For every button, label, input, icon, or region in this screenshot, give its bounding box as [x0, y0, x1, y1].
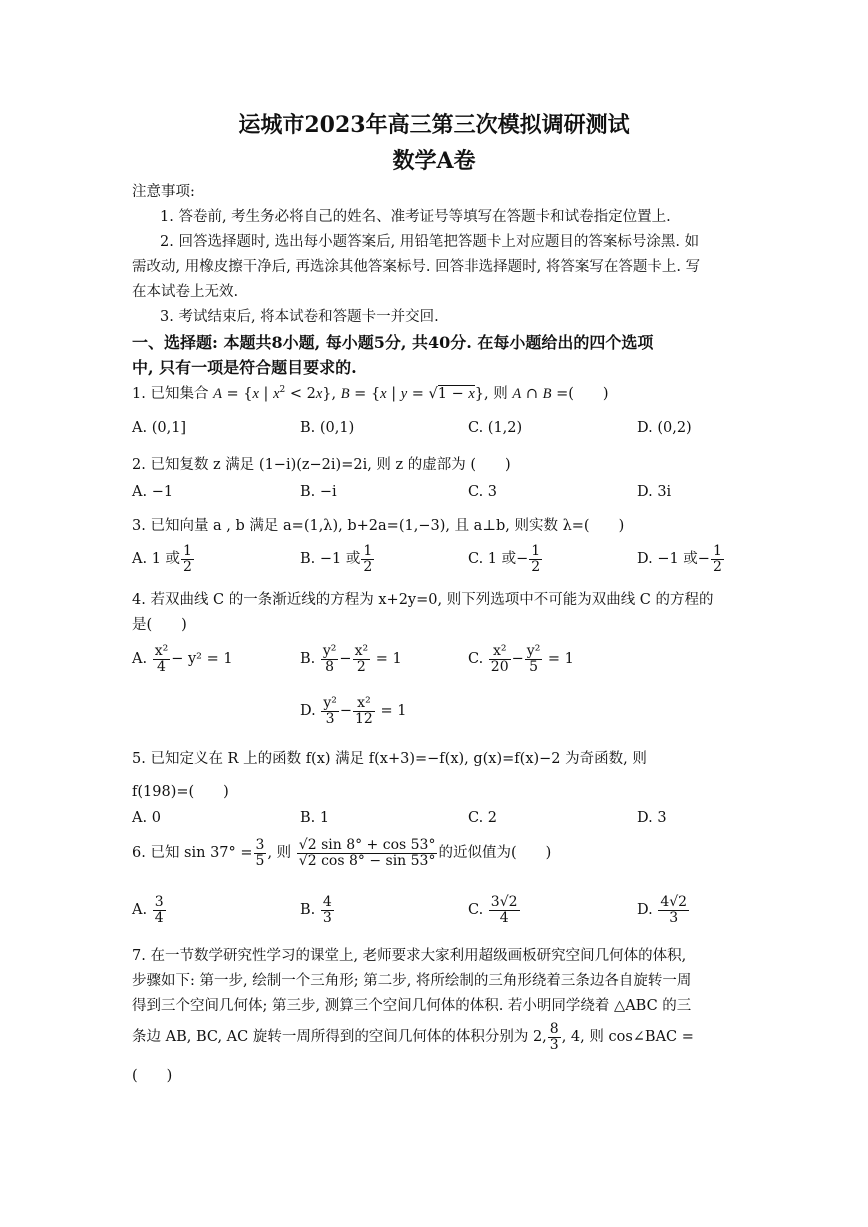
question-4-stem-1: 4. 若双曲线 C 的一条渐近线的方程为 x+2y=0, 则下列选项中不可能为双曲线 C 的方程的: [132, 592, 714, 608]
q2-option-c: C. 3: [468, 484, 498, 500]
question-7-line-2: 步骤如下: 第一步, 绘制一个三角形; 第二步, 将所绘制的三角形绕着三条边各自旋转一周: [132, 973, 692, 989]
q1-option-d: D. (0,2): [637, 420, 692, 436]
question-7-line-1: 7. 在一节数学研究性学习的课堂上, 老师要求大家利用超级画板研究空间几何体的体积,: [132, 948, 687, 964]
q6-option-a: A. $\frac{3}{4}$: [132, 894, 164, 926]
question-2-stem: 2. 已知复数 z 满足 (1−i)(z−2i)=2i, 则 z 的虚部为 ( ): [132, 457, 511, 473]
q2-option-b: B. −i: [300, 484, 337, 500]
q3-option-c: C. 1 或− $\frac{1}{2}$: [468, 543, 541, 575]
q5-option-c: C. 2: [468, 810, 498, 826]
question-3-stem: 3. 已知向量 a , b 满足 a=(1,λ), b+2a=(1,−3), 且 a⊥b, 则实数 λ=( ): [132, 518, 625, 534]
question-1-stem: 1. 已知集合 A = {x | $x^2 < 2x$}, B = {x | y = √1 − x}, 则 A ∩ B =( ): [132, 385, 609, 402]
section-heading-2: 中, 只有一项是符合题目要求的.: [132, 358, 357, 377]
notice-item-1: 1. 答卷前, 考生务必将自己的姓名、准考证号等填写在答题卡和试卷指定位置上.: [160, 209, 671, 225]
q6-option-c: C. $\frac{3√2}{4}$: [468, 894, 518, 926]
notice-item-2a: 2. 回答选择题时, 选出每小题答案后, 用铅笔把答题卡上对应题目的答案标号涂黑. 如: [160, 234, 700, 250]
notice-item-3: 3. 考试结束后, 将本试卷和答题卡一并交回.: [160, 309, 439, 325]
q3-option-d: D. −1 或− $\frac{1}{2}$: [637, 543, 722, 575]
q5-option-a: A. 0: [132, 810, 161, 826]
exam-subtitle: 数学A卷: [392, 148, 476, 174]
q2-option-a: A. −1: [132, 484, 174, 500]
q3-option-b: B. −1 或 $\frac{1}{2}$: [300, 543, 373, 575]
question-5-stem-2: f(198)=( ): [132, 784, 229, 800]
question-7-line-5: ( ): [132, 1068, 173, 1084]
q6-option-b: B. $\frac{4}{3}$: [300, 894, 332, 926]
question-7-line-3: 得到三个空间几何体; 第三步, 测算三个空间几何体的体积. 若小明同学绕着 △ABC 的三: [132, 998, 692, 1014]
notice-item-2c: 在本试卷上无效.: [132, 284, 239, 300]
q4-option-a: A. $\frac{\text{x²}}{4}$ − y² = 1: [132, 643, 233, 675]
q4-option-b: B. $\frac{\text{y²}}{8}$ − $\frac{\text{x²}}{2}$ = 1: [300, 643, 402, 675]
q2-option-d: D. 3i: [637, 484, 672, 500]
q4-option-c: C. $\frac{\text{x²}}{20}$ − $\frac{\text{y²}}{5}$ = 1: [468, 643, 574, 675]
q1-option-a: A. (0,1]: [132, 420, 187, 436]
notice-heading: 注意事项:: [132, 184, 195, 200]
q1-option-c: C. (1,2): [468, 420, 523, 436]
question-5-stem-1: 5. 已知定义在 R 上的函数 f(x) 满足 f(x+3)=−f(x), g(x)=f(x)−2 为奇函数, 则: [132, 751, 647, 767]
question-6-stem: 6. 已知 sin 37° = $\frac{3}{5}$ , 则 $\frac{√2 \sin 8^\circ + \cos 53^\circ}{√2 \cos 8^\circ - \sin 53^\circ}$ 的近似值为( ): [132, 837, 552, 869]
question-4-stem-2: 是( ): [132, 617, 187, 633]
q3-option-a: A. 1 或 $\frac{1}{2}$: [132, 543, 192, 575]
exam-title: 运城市2023年高三第三次模拟调研测试: [238, 112, 630, 138]
question-7-line-4: 条边 AB, BC, AC 旋转一周所得到的空间几何体的体积分别为 2, $\frac{8}{3}$ , 4, 则 cos∠BAC =: [132, 1021, 694, 1053]
q4-option-d: D. $\frac{\text{y²}}{3}$ − $\frac{\text{x²}}{12}$ = 1: [300, 695, 407, 727]
q5-option-b: B. 1: [300, 810, 330, 826]
q6-option-d: D. $\frac{4√2}{3}$: [637, 894, 688, 926]
q1-option-b: B. (0,1): [300, 420, 355, 436]
section-heading-1: 一、选择题: 本题共8小题, 每小题5分, 共40分. 在每小题给出的四个选项: [132, 333, 654, 352]
q5-option-d: D. 3: [637, 810, 667, 826]
notice-item-2b: 需改动, 用橡皮擦干净后, 再选涂其他答案标号. 回答非选择题时, 将答案写在答题卡上. 写: [132, 259, 701, 275]
